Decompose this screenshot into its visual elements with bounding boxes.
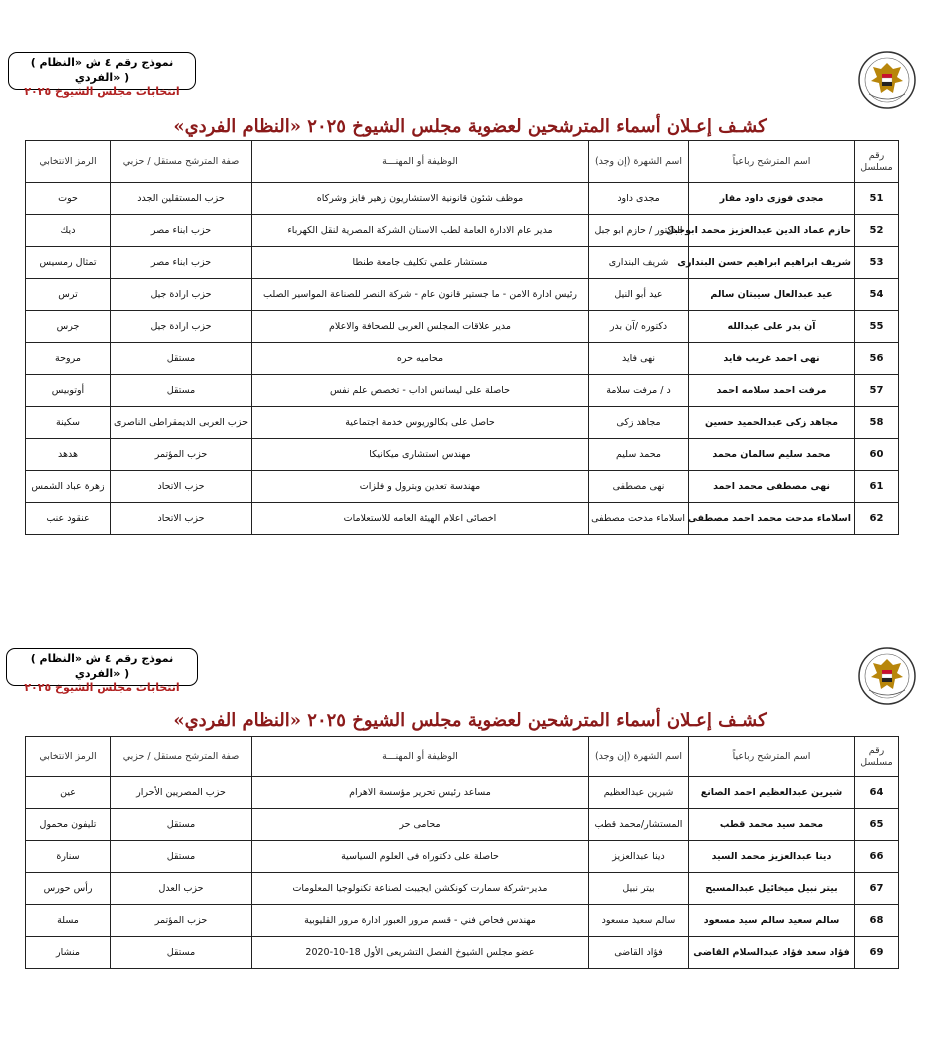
table-row — [26, 247, 899, 279]
cell-candidate-status: حزب ارادة جيل — [111, 279, 252, 311]
cell-occupation: رئيس ادارة الامن - ما جستير قانون عام - شركة النصر للصناعة المواسير الصلب — [252, 279, 589, 311]
form-label-box — [8, 52, 196, 98]
cell-serial: 66 — [855, 841, 899, 873]
cell-candidate-name: حازم عماد الدين عبدالعزيز محمد ابوجبل — [689, 215, 855, 247]
cell-serial: 53 — [855, 247, 899, 279]
cell-nickname: مجدى داود — [589, 183, 689, 215]
cell-candidate-status: حزب المؤتمر — [111, 439, 252, 471]
cell-electoral-symbol: عنقود عنب — [26, 503, 111, 535]
cell-candidate-name: دينا عبدالعزيز محمد السيد — [689, 841, 855, 873]
cell-electoral-symbol: حوت — [26, 183, 111, 215]
cell-electoral-symbol: سكينة — [26, 407, 111, 439]
table-row — [26, 375, 899, 407]
cell-serial: 54 — [855, 279, 899, 311]
cell-candidate-status: مستقل — [111, 375, 252, 407]
table-row — [26, 905, 899, 937]
cell-serial: 65 — [855, 809, 899, 841]
cell-nickname: شريف البندارى — [589, 247, 689, 279]
cell-nickname: فؤاد القاضى — [589, 937, 689, 969]
cell-candidate-status: حزب الاتحاد — [111, 471, 252, 503]
cell-electoral-symbol: تليفون محمول — [26, 809, 111, 841]
cell-nickname: سالم سعيد مسعود — [589, 905, 689, 937]
header-name: اسم المترشح رباعياً — [689, 141, 855, 183]
cell-electoral-symbol: منشار — [26, 937, 111, 969]
header-name: اسم المترشح رباعياً — [689, 737, 855, 777]
page-title: كشـف إعـلان أسماء المترشحين لعضوية مجلس الشيوخ ٢٠٢٥ «النظام الفردي» — [173, 710, 767, 731]
cell-candidate-name: نهى احمد غريب فايد — [689, 343, 855, 375]
cell-occupation: حاصل على بكالوريوس خدمة اجتماعية — [252, 407, 589, 439]
header-status: صفة المترشح مستقل / حزبي — [111, 737, 252, 777]
cell-candidate-name: اسلاماء مدحت محمد احمد مصطفى — [689, 503, 855, 535]
cell-candidate-status: حزب المؤتمر — [111, 905, 252, 937]
cell-nickname: بيتر نبيل — [589, 873, 689, 905]
header-symbol: الرمز الانتخابي — [26, 737, 111, 777]
cell-serial: 58 — [855, 407, 899, 439]
cell-nickname: نهى مصطفى — [589, 471, 689, 503]
cell-nickname: محمد سليم — [589, 439, 689, 471]
cell-nickname: نهى فايد — [589, 343, 689, 375]
cell-serial: 51 — [855, 183, 899, 215]
cell-candidate-status: مستقل — [111, 937, 252, 969]
table-row — [26, 439, 899, 471]
cell-serial: 57 — [855, 375, 899, 407]
cell-occupation: موظف شئون قانونية الاستشاريون زهير فايز وشركاه — [252, 183, 589, 215]
form-sublabel: انتخابات مجلس الشيوخ ٢٠٢٥ — [24, 85, 180, 98]
cell-electoral-symbol: ديك — [26, 215, 111, 247]
cell-candidate-status: حزب ابناء مصر — [111, 215, 252, 247]
header-job: الوظيفة أو المهنـــة — [252, 737, 589, 777]
header-job: الوظيفة أو المهنـــة — [252, 141, 589, 183]
cell-candidate-status: حزب العربى الديمقراطى الناصرى — [111, 407, 252, 439]
candidates-table — [25, 140, 899, 535]
cell-serial: 69 — [855, 937, 899, 969]
cell-serial: 62 — [855, 503, 899, 535]
cell-serial: 67 — [855, 873, 899, 905]
table-row — [26, 841, 899, 873]
cell-electoral-symbol: أوتوبيس — [26, 375, 111, 407]
cell-occupation: مهندسة تعدين وبترول و فلزات — [252, 471, 589, 503]
cell-candidate-name: مجاهد زكى عبدالحميد حسين — [689, 407, 855, 439]
cell-candidate-name: بيتر نبيل ميخائيل عبدالمسيح — [689, 873, 855, 905]
table-row — [26, 279, 899, 311]
cell-candidate-status: مستقل — [111, 841, 252, 873]
table-row — [26, 873, 899, 905]
cell-occupation: حاصلة على دكتوراه فى العلوم السياسية — [252, 841, 589, 873]
cell-occupation: مدير-شركة سمارت كونكشن ايجيبت لصناعة تكنولوجيا المعلومات — [252, 873, 589, 905]
cell-candidate-status: حزب العدل — [111, 873, 252, 905]
cell-occupation: اخصائى اعلام الهيئة العامه للاستعلامات — [252, 503, 589, 535]
cell-candidate-status: حزب ارادة جيل — [111, 311, 252, 343]
candidates-table — [25, 736, 899, 969]
header-nickname: اسم الشهرة (إن وجد) — [589, 737, 689, 777]
cell-electoral-symbol: مسلة — [26, 905, 111, 937]
cell-occupation: مهندس استشارى ميكانيكا — [252, 439, 589, 471]
cell-nickname: مجاهد زكى — [589, 407, 689, 439]
cell-candidate-name: مرفت احمد سلامه احمد — [689, 375, 855, 407]
cell-candidate-name: آن بدر على عبدالله — [689, 311, 855, 343]
cell-electoral-symbol: هدهد — [26, 439, 111, 471]
table-row — [26, 503, 899, 535]
table-row — [26, 407, 899, 439]
cell-nickname: الدكتور / حازم ابو جبل — [589, 215, 689, 247]
cell-occupation: حاصلة على ليسانس اداب - تخصص علم نفس — [252, 375, 589, 407]
cell-nickname: عيد أبو النيل — [589, 279, 689, 311]
cell-nickname: دكتوره /آن بدر — [589, 311, 689, 343]
page-title: كشـف إعـلان أسماء المترشحين لعضوية مجلس الشيوخ ٢٠٢٥ «النظام الفردي» — [173, 116, 767, 137]
cell-electoral-symbol: مروحة — [26, 343, 111, 375]
cell-candidate-name: نهى مصطفى محمد احمد — [689, 471, 855, 503]
cell-occupation: مدير عام الادارة العامة لطب الاسنان الشركة المصرية لنقل الكهرباء — [252, 215, 589, 247]
table-row — [26, 937, 899, 969]
cell-occupation: مستشار علمي تكليف جامعة طنطا — [252, 247, 589, 279]
table-row — [26, 215, 899, 247]
header-serial: رقم مسلسل — [855, 141, 899, 183]
cell-serial: 56 — [855, 343, 899, 375]
cell-occupation: عضو مجلس الشيوخ الفصل التشريعى الأول 18-10-2020 — [252, 937, 589, 969]
table-row — [26, 809, 899, 841]
cell-serial: 55 — [855, 311, 899, 343]
cell-candidate-name: عيد عبدالعال سيبتان سالم — [689, 279, 855, 311]
cell-candidate-status: مستقل — [111, 809, 252, 841]
cell-candidate-name: فؤاد سعد فؤاد عبدالسلام القاضى — [689, 937, 855, 969]
cell-occupation: محاميه حره — [252, 343, 589, 375]
cell-nickname: د / مرفت سلامة — [589, 375, 689, 407]
cell-serial: 61 — [855, 471, 899, 503]
header-serial: رقم مسلسل — [855, 737, 899, 777]
cell-electoral-symbol: عين — [26, 777, 111, 809]
cell-occupation: مساعد رئيس تحرير مؤسسة الاهرام — [252, 777, 589, 809]
table-row — [26, 183, 899, 215]
cell-candidate-status: مستقل — [111, 343, 252, 375]
cell-nickname: اسلاماء مدحت مصطفى — [589, 503, 689, 535]
cell-electoral-symbol: سنارة — [26, 841, 111, 873]
cell-nickname: شيرين عبدالعظيم — [589, 777, 689, 809]
cell-electoral-symbol: ترس — [26, 279, 111, 311]
form-sublabel: انتخابات مجلس الشيوخ ٢٠٢٥ — [24, 681, 180, 694]
cell-candidate-status: حزب الاتحاد — [111, 503, 252, 535]
egypt-eagle-emblem-icon — [857, 646, 917, 706]
form-label: ( نموذج رقم ٤ ش «النظام الفردي» ) — [30, 652, 174, 680]
cell-electoral-symbol: رأس حورس — [26, 873, 111, 905]
cell-candidate-status: حزب المستقلين الجدد — [111, 183, 252, 215]
header-nickname: اسم الشهرة (إن وجد) — [589, 141, 689, 183]
cell-serial: 60 — [855, 439, 899, 471]
table-row — [26, 311, 899, 343]
cell-candidate-status: حزب ابناء مصر — [111, 247, 252, 279]
cell-nickname: المستشار/محمد قطب — [589, 809, 689, 841]
cell-candidate-name: سالم سعيد سالم سيد مسعود — [689, 905, 855, 937]
cell-occupation: مدير علاقات المجلس العربى للصحافة والاعلام — [252, 311, 589, 343]
cell-candidate-name: محمد سليم سالمان محمد — [689, 439, 855, 471]
cell-occupation: مهندس فحاص فني - قسم مرور العبور ادارة مرور القليوبية — [252, 905, 589, 937]
header-status: صفة المترشح مستقل / حزبي — [111, 141, 252, 183]
cell-occupation: محامى حر — [252, 809, 589, 841]
cell-electoral-symbol: زهرة عباد الشمس — [26, 471, 111, 503]
cell-electoral-symbol: جرس — [26, 311, 111, 343]
cell-candidate-name: شيرين عبدالعظيم احمد الصانع — [689, 777, 855, 809]
cell-candidate-name: محمد سيد محمد قطب — [689, 809, 855, 841]
form-label: ( نموذج رقم ٤ ش «النظام الفردي» ) — [30, 56, 174, 84]
header-symbol: الرمز الانتخابي — [26, 141, 111, 183]
cell-candidate-name: مجدى فوزى داود مقار — [689, 183, 855, 215]
cell-serial: 68 — [855, 905, 899, 937]
cell-serial: 64 — [855, 777, 899, 809]
table-row — [26, 343, 899, 375]
egypt-eagle-emblem-icon — [857, 50, 917, 110]
cell-nickname: دينا عبدالعزيز — [589, 841, 689, 873]
cell-candidate-name: شريف ابراهيم ابراهيم حسن البندارى — [689, 247, 855, 279]
table-row — [26, 471, 899, 503]
cell-serial: 52 — [855, 215, 899, 247]
cell-electoral-symbol: تمثال رمسيس — [26, 247, 111, 279]
table-row — [26, 777, 899, 809]
form-label-box — [6, 648, 198, 694]
cell-candidate-status: حزب المصريين الأحرار — [111, 777, 252, 809]
